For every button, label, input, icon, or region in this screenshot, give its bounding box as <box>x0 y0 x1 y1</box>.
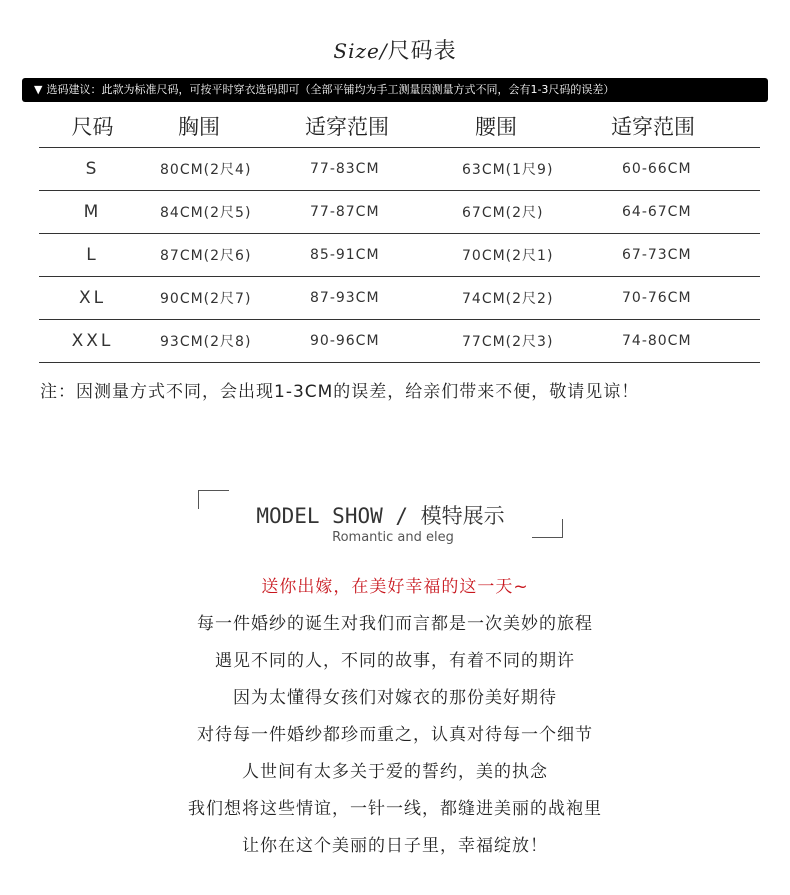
table-header-row <box>39 105 760 148</box>
table-cell: 63CM(1尺9) <box>450 148 610 191</box>
header-bust-range: 适穿范围 <box>300 105 450 148</box>
table-row <box>39 191 760 234</box>
table-cell: 84CM(2尺5) <box>146 191 300 234</box>
table-cell: 77CM(2尺3) <box>450 320 610 363</box>
size-cell: S <box>39 148 146 191</box>
table-cell: 77-83CM <box>300 148 450 191</box>
model-show-title: MODEL SHOW / 模特展示 <box>256 504 505 528</box>
poem-line: 每一件婚纱的诞生对我们而言都是一次美妙的旅程 <box>197 614 593 634</box>
poem-line: 遇见不同的人，不同的故事，有着不同的期许 <box>215 651 575 671</box>
table-cell: 74CM(2尺2) <box>450 277 610 320</box>
triangle-down-icon: ▼ <box>34 83 43 96</box>
table-cell: 90-96CM <box>300 320 450 363</box>
poem-line: 因为太懂得女孩们对嫁衣的那份美好期待 <box>233 688 557 708</box>
size-table <box>39 105 760 363</box>
size-word: Size/ <box>333 39 388 63</box>
bracket-decoration-bottom-right <box>532 519 563 538</box>
header-bust: 胸围 <box>146 105 300 148</box>
table-cell: 90CM(2尺7) <box>146 277 300 320</box>
table-row <box>39 320 760 363</box>
table-cell: 67CM(2尺) <box>450 191 610 234</box>
poem-block <box>0 572 790 868</box>
table-cell: 64-67CM <box>610 191 760 234</box>
header-waist-range: 适穿范围 <box>610 105 760 148</box>
model-show-subtitle: Romantic and eleg <box>332 530 454 545</box>
notice-bar <box>22 78 768 102</box>
table-row <box>39 277 760 320</box>
poem-line: 对待每一件婚纱都珍而重之，认真对待每一个细节 <box>197 725 593 745</box>
header-waist: 腰围 <box>450 105 610 148</box>
table-cell: 70-76CM <box>610 277 760 320</box>
page-title <box>0 34 790 65</box>
table-cell: 93CM(2尺8) <box>146 320 300 363</box>
table-cell: 87-93CM <box>300 277 450 320</box>
notice-text: 选码建议：此款为标准尺码，可按平时穿衣选码即可（全部平铺均为手工测量因测量方式不同，会有1-3尺码的误差） <box>46 83 615 96</box>
size-cell: M <box>39 191 146 234</box>
size-cell: XL <box>39 277 146 320</box>
header-size: 尺码 <box>39 105 146 148</box>
table-cell: 67-73CM <box>610 234 760 277</box>
footnote: 注：因测量方式不同，会出现1-3CM的误差，给亲们带来不便，敬请见谅！ <box>40 382 640 402</box>
table-row <box>39 148 760 191</box>
poem-line: 人世间有太多关于爱的誓约，美的执念 <box>242 762 548 782</box>
table-cell: 77-87CM <box>300 191 450 234</box>
size-cell: XXL <box>39 320 146 363</box>
table-cell: 74-80CM <box>610 320 760 363</box>
table-cell: 70CM(2尺1) <box>450 234 610 277</box>
poem-line: 送你出嫁，在美好幸福的这一天~ <box>261 577 529 597</box>
size-cell: L <box>39 234 146 277</box>
poem-line: 让你在这个美丽的日子里，幸福绽放！ <box>242 836 548 856</box>
table-cell: 80CM(2尺4) <box>146 148 300 191</box>
table-cell: 60-66CM <box>610 148 760 191</box>
table-cell: 87CM(2尺6) <box>146 234 300 277</box>
poem-line: 我们想将这些情谊，一针一线，都缝进美丽的战袍里 <box>188 799 602 819</box>
size-chart-label: 尺码表 <box>387 39 457 64</box>
table-row <box>39 234 760 277</box>
model-show-header <box>198 490 563 550</box>
table-cell: 85-91CM <box>300 234 450 277</box>
